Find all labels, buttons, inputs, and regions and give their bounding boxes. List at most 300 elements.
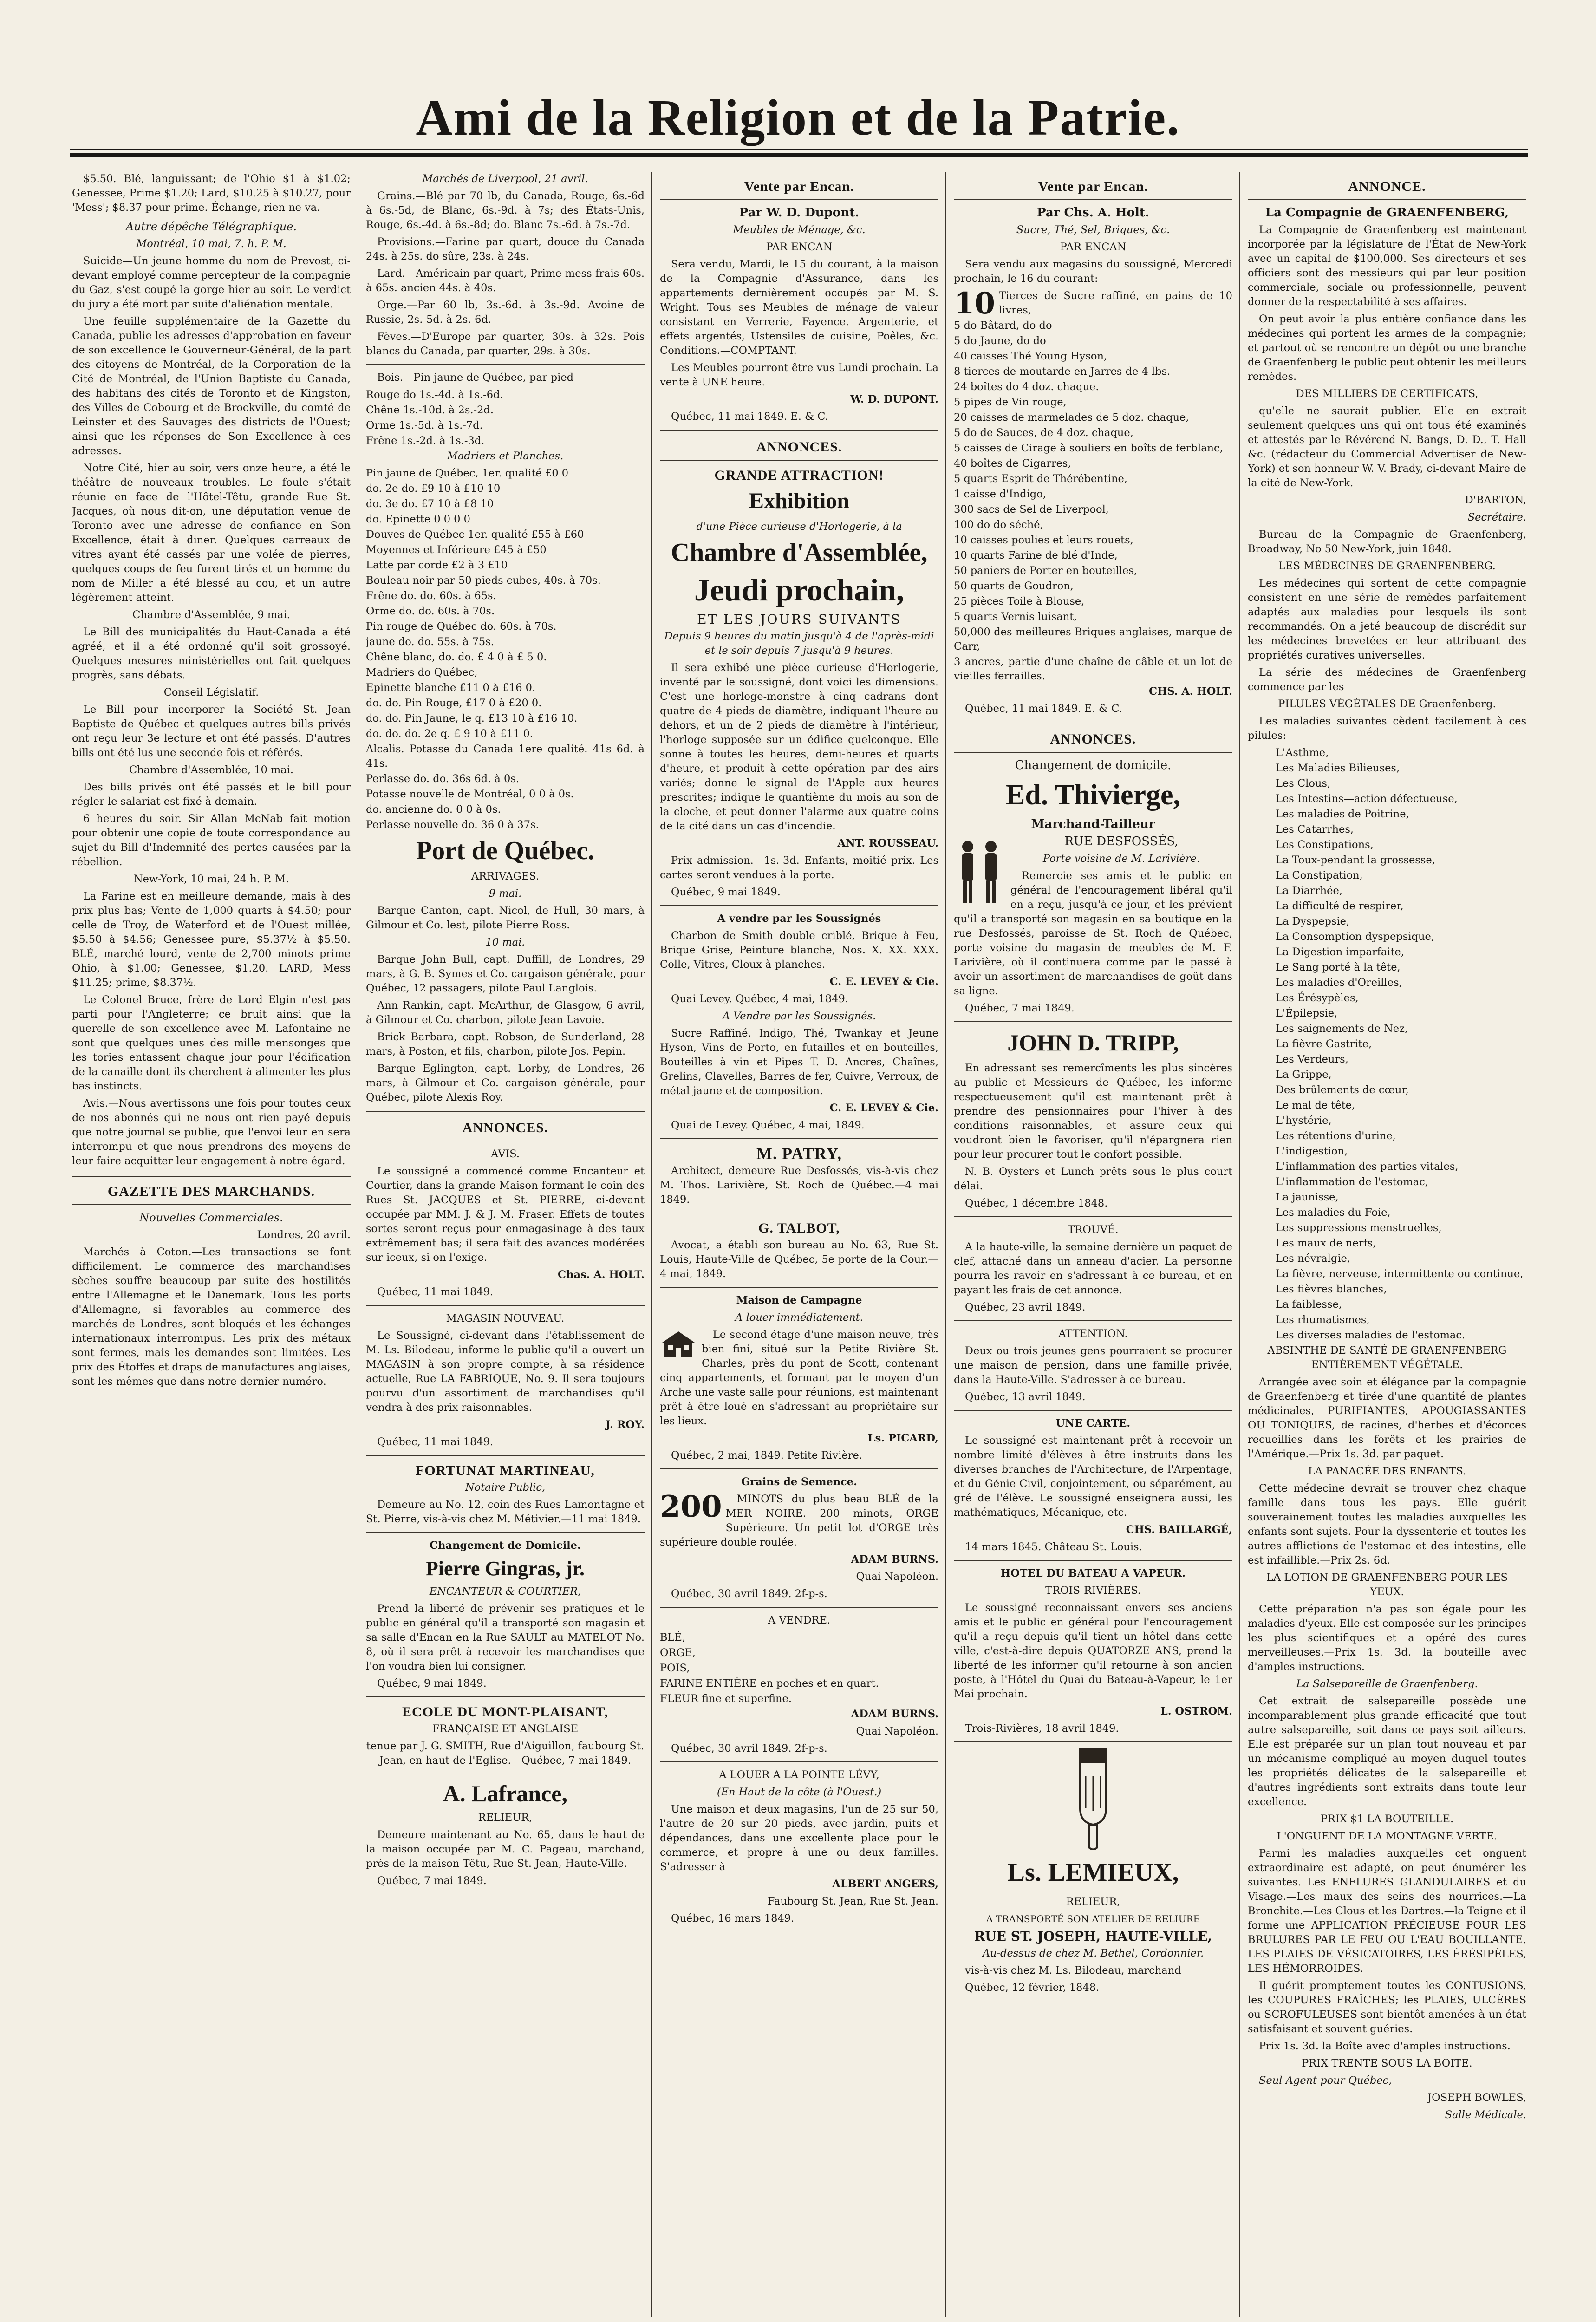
ad-signature: JOSEPH BOWLES, — [1427, 2092, 1526, 2104]
ad-body: Le soussigné reconnaissant envers ses anciens amis et le public en général pour l'encouragement qu'il a reçu depuis qu'il tient un hôtel dans cette ville, c'est-à-dire depuis QUATORZE ANS, prend la liberté de les informer qu'il retourne à son ancien poste, à l'Hôtel du Quai du Bateau-à-Vapeur, le 1er Mai prochain. — [954, 1602, 1232, 1700]
list-item: 50,000 des meilleures Briques anglaises, marque de Carr, — [954, 626, 1232, 652]
ad-subtitle: Meubles de Ménage, &c. — [733, 224, 866, 236]
ad-signature: C. E. LEVEY & Cie. — [829, 976, 938, 988]
price-row: do. 2e do. £9 10 à £10 10 — [366, 483, 501, 495]
ad-subtitle: (En Haut de la côte (à l'Ouest.) — [717, 1786, 882, 1798]
separator — [366, 1532, 645, 1533]
ad-body: Prend la liberté de prévenir ses pratiques et le public en général qu'il a transporté son magasin et sa salle d'Encan en la Rue SAULT au MATELOT No. 8, où il sera prêt à recevoir les marchandises que l'on voudra bien lui consigner. — [366, 1603, 645, 1672]
ad-date: Québec, 23 avril 1849. — [965, 1301, 1086, 1313]
list-item: Les rhumatismes, — [1276, 1314, 1370, 1326]
list-item: 25 pièces Toile à Blouse, — [954, 595, 1085, 607]
list-item: Le Sang porté à la tête, — [1276, 961, 1401, 973]
market-paragraph: $5.50. Blé, languissant; de l'Ohio $1 à $1.02; Genessee, Prime $1.20; Lard, $10.25 à $10.27, pour 'Mess'; $8.37 pour prime. Échange, rien ne va. — [72, 173, 351, 214]
list-item: 5 quarts Esprit de Thérébentine, — [954, 473, 1127, 485]
ad-subtitle: Marchand-Tailleur — [1031, 817, 1155, 831]
list-item: La Dyspepsie, — [1276, 915, 1350, 927]
list-item: 1 caisse d'Indigo, — [954, 488, 1046, 500]
ad-title: Changement de domicile. — [1015, 758, 1172, 772]
ad-body: Il sera exhibé une pièce curieuse d'Horlogerie, inventé par le soussigné, dont voici les dimensions. C'est une horloge-monstre à cinq cadrans dont quatre de 4 pieds de diamètre, indiquant l'heure au dehors, et un de 2 pieds de diamètre à l'intérieur, l'horloge supposée sur un édifice quelconque. Elle sonne à toutes les heures, demi-heures et quarts d'heure, et produit à cette opération par des airs variés; donne le signal de l'Apple aux heures prescrites; indique le quantième du mois au son de la cloche, et peut donner l'alarme aux quatre coins de la cité dans un cas d'incendie. — [660, 662, 938, 832]
ad-body: Cette médecine devrait se trouver chez chaque famille dans tous les pays. Elle guérit souverainement toutes les maladies auxquelles les enfants sont sujets. Pour la dyssenterie et toutes les autres afflictions de l'estomac et des intestins, elle est infaillible.—Prix 2s. 6d. — [1248, 1482, 1526, 1566]
article-paragraph: Barque John Bull, capt. Duffill, de Londres, 29 mars, à G. B. Symes et Co. cargaison générale, pour Québec, 12 passagers, pilote Paul Langlois. — [366, 953, 645, 994]
column-3 — [660, 172, 938, 2317]
ad-subtitle: PAR ENCAN — [1060, 241, 1127, 253]
ad-title: Par Chs. A. Holt. — [1037, 206, 1149, 220]
ad-subtitle: Au-dessus de chez M. Bethel, Cordonnier. — [982, 1947, 1204, 1959]
ad-body: Charbon de Smith double criblé, Brique à Feu, Brique Grise, Peinture blanche, Nos. X. XX. XXX. Colle, Vitres, Cloux à planches. — [660, 930, 938, 971]
section-head: ARRIVAGES. — [471, 870, 540, 882]
column-4 — [954, 172, 1232, 2317]
list-item: Les maladies de Poitrine, — [1276, 808, 1409, 820]
ad-address: RUE DESFOSSÉS, — [1064, 835, 1179, 848]
ad-date: Québec, 11 mai 1849. E. & C. — [671, 411, 828, 423]
ad-body: Sucre Raffiné. Indigo, Thé, Twankay et Jeune Hyson, Vins de Porto, en futailles et en bouteilles, Bouteilles à vin et Pipes T. D. Ancres, Chaînes, Grelins, Clavelles, Barres de fer, Cuivre, Verroux, de métal jaune et de composition. — [660, 1027, 938, 1097]
list-item: La Consomption dyspepsique, — [1276, 931, 1434, 943]
list-item: Le mal de tête, — [1276, 1099, 1355, 1111]
price-row: Pin rouge de Québec do. 60s. à 70s. — [366, 620, 557, 633]
ad-address: Faubourg St. Jean, Rue St. Jean. — [767, 1895, 938, 1907]
article-paragraph: Le Colonel Bruce, frère de Lord Elgin n'est pas parti pour l'Angleterre; ce bruit ainsi que la querelle de son excellence avec M. Lafontaine ne sont que quelques unes des mille mensonges que les tories entassent chaque jour pour l'édification de la canaille dont ils cherchent à alimenter les plus bas instincts. — [72, 994, 351, 1092]
ad-date: Québec, 13 avril 1849. — [965, 1391, 1086, 1403]
ad-price: PRIX $1 LA BOUTEILLE. — [1320, 1813, 1454, 1825]
tailor-figures-icon — [954, 836, 1005, 906]
ad-date: Québec, 11 mai 1849. — [377, 1436, 494, 1448]
section-head: Marchés de Liverpool, 21 avril. — [422, 173, 588, 185]
ad-title: La Compagnie de GRAENFENBERG, — [1265, 206, 1509, 220]
ad-date: Québec, 12 février, 1848. — [965, 1982, 1100, 1994]
list-item: ORGE, — [660, 1647, 696, 1659]
ad-body: Avocat, a établi son bureau au No. 63, Rue St. Louis, Haute-Ville de Québec, 5e porte de la Cour.—4 mai, 1849. — [660, 1239, 938, 1280]
ad-title-large: JOHN D. TRIPP, — [1007, 1030, 1179, 1056]
ad-address: RUE ST. JOSEPH, HAUTE-VILLE, — [974, 1929, 1212, 1944]
price-row: Douves de Québec 1er. qualité £55 à £60 — [366, 528, 584, 541]
list-item: Les maladies d'Oreilles, — [1276, 977, 1402, 989]
list-item: 5 do de Sauces, de 4 doz. chaque, — [954, 427, 1133, 439]
list-item: 20 caisses de marmelades de 5 doz. chaque, — [954, 411, 1189, 424]
list-item: Les suppressions menstruelles, — [1276, 1222, 1442, 1234]
list-item: Les rétentions d'urine, — [1276, 1130, 1396, 1142]
article-paragraph: Le Bill pour incorporer la Société St. Jean Baptiste de Québec et quelques autres bills privés ont reçu leur 3e lecture et ont été passés. D'autres bills ont été lus une seconde fois et référés. — [72, 704, 351, 759]
ad-signature: Chas. A. HOLT. — [558, 1269, 645, 1281]
ad-body: tenue par J. G. SMITH, Rue d'Aiguillon, faubourg St. Jean, en haut de l'Eglise.—Québec, 7 mai 1849. — [366, 1740, 645, 1767]
ad-title: FORTUNAT MARTINEAU, — [416, 1463, 595, 1478]
ad-subtitle: FRANÇAISE ET ANGLAISE — [432, 1723, 579, 1735]
ad-title: Changement de Domicile. — [430, 1539, 581, 1552]
section-title: GAZETTE DES MARCHANDS. — [107, 1184, 315, 1199]
ad-body: Demeure au No. 12, coin des Rues Lamontagne et St. Pierre, vis-à-vis chez M. Métivier.—11 mai 1849. — [366, 1499, 645, 1525]
ad-body: Cet extrait de salsepareille possède une incomparablement plus grande efficacité que tout autre salsepareille, soit dans ce pays soit ailleurs. Elle est préparée sur un plan tout nouveau et par un mécanisme compliqué au moyen duquel toutes les propriétés délicates de la salsepareille et d'autres ingrédients sont extraits dans toute leur excellence. — [1248, 1695, 1526, 1808]
list-item: Les Constipations, — [1276, 839, 1374, 851]
article-paragraph: Ann Rankin, capt. McArthur, de Glasgow, 6 avril, à Gilmour et Co. charbon, pilote Jean Lavoie. — [366, 999, 645, 1026]
ad-title: A VENDRE. — [768, 1614, 831, 1626]
ad-title: AVIS. — [490, 1148, 520, 1160]
list-item: POIS, — [660, 1662, 690, 1674]
ad-title: Maison de Campagne — [736, 1294, 862, 1306]
ad-address: Quai Napoléon. — [856, 1571, 938, 1583]
list-item: La Grippe, — [1276, 1069, 1332, 1081]
price-row: Chêne 1s.-10d. à 2s.-2d. — [366, 404, 494, 416]
ad-title: ABSINTHE DE SANTÉ DE GRAENFENBERG ENTIÈREMENT VÉGÉTALE. — [1267, 1344, 1507, 1371]
ad-price: PRIX TRENTE SOUS LA BOITE. — [1302, 2057, 1472, 2069]
list-item: L'Asthme, — [1276, 747, 1329, 759]
article-paragraph: Brick Barbara, capt. Robson, de Sunderland, 28 mars, à Poston, et fils, charbon, pilote Jos. Pepin. — [366, 1031, 645, 1057]
list-item: 100 do do séché, — [954, 519, 1043, 531]
masthead-rule — [70, 149, 1528, 150]
article-paragraph: Marchés à Coton.—Les transactions se font difficilement. Le commerce des marchandises sèches souffre beaucoup par suite des hostilités entre l'Allemagne et le Danemark. Tous les ports d'Allemagne, si favorables au commerce des marchés de Londres, sont bloqués et les échanges internationaux interrompus. Les prix des métaux sont fermes, mais les demandes sont limitées. Les prix des Étoffes et draps de manufactures anglaises, sont les mêmes que dans notre dernier numéro. — [72, 1246, 351, 1388]
ad-body: Les maladies suivantes cèdent facilement à ces pilules: — [1248, 715, 1526, 742]
price-row: Orme 1s.-5d. à 1s.-7d. — [366, 419, 483, 431]
dateline: 9 mai. — [489, 887, 522, 900]
ad-title-large: Exhibition — [749, 489, 850, 513]
ad-title: ECOLE DU MONT-PLAISANT, — [402, 1704, 608, 1720]
ad-date: Québec, 7 mai 1849. — [965, 1002, 1075, 1014]
ad-body: Le soussigné a commencé comme Encanteur et Courtier, dans la grande Maison formant le coin des Rues St. JACQUES et St. PIERRE, ci-devant occupée par MM. J. & J. M. Fraser. Effets de toutes sortes seront reçus pour enmagasinage à des taux extrêmement bas; il sera fait des avances modérées sur iceux, si on l'exige. — [366, 1165, 645, 1264]
list-item: La Digestion imparfaite, — [1276, 946, 1404, 958]
ad-body: Architect, demeure Rue Desfossés, vis-à-vis chez M. Thos. Larivière, St. Roch de Québec.—4 mai 1849. — [660, 1165, 938, 1206]
ad-subtitle: ENCANTEUR & COURTIER, — [429, 1585, 581, 1598]
price-row: Potasse nouvelle de Montréal, 0 0 à 0s. — [366, 788, 574, 800]
section-head: Conseil Législatif. — [163, 686, 259, 698]
ad-title-large: Chambre d'Assemblée, — [671, 538, 928, 567]
list-item: Les Verdeurs, — [1276, 1053, 1348, 1065]
ad-title: UNE CARTE. — [1055, 1417, 1131, 1429]
ad-body: Demeure maintenant au No. 65, dans le haut de la maison occupée par M. C. Pageau, marchand, près de la maison Têtu, Rue St. Jean, Haute-Ville. — [366, 1829, 645, 1870]
masthead-rule-thick — [70, 153, 1528, 157]
ad-title: TROUVÉ. — [1068, 1224, 1119, 1236]
product-list — [660, 1631, 938, 1706]
ad-title: PILULES VÉGÉTALES DE Graenfenberg. — [1278, 698, 1496, 710]
telegraph-title: Autre dépêche Télégraphique. — [125, 220, 297, 233]
separator — [660, 1287, 938, 1288]
price-row: Perlasse do. do. 36s 6d. à 0s. — [366, 773, 520, 785]
ad-body: Une maison et deux magasins, l'un de 25 sur 50, l'autre de 20 sur 20 pieds, avec jardin, puits et dépendances, dans une excellente place pour le commerce, et propre à une ou deux familles. S'adresser à — [660, 1803, 938, 1873]
ad-title: LA LOTION DE GRAENFENBERG POUR LES YEUX. — [1266, 1572, 1508, 1598]
price-row: do. do. Pin Jaune, le q. £13 10 à £16 10. — [366, 712, 578, 724]
separator — [660, 460, 938, 461]
ad-signature: CHS. A. HOLT. — [1149, 685, 1232, 698]
price-row: do. do. do. 2e q. £ 9 10 à £11 0. — [366, 728, 533, 740]
section-title: Vente par Encan. — [744, 179, 854, 194]
ad-big-number: 10 — [954, 286, 996, 321]
ad-subtitle: d'une Pièce curieuse d'Horlogerie, à la — [696, 521, 902, 533]
price-row: Madriers do Québec, — [366, 666, 478, 678]
price-row: Moyennes et Inférieure £45 à £50 — [366, 544, 547, 556]
ad-signature: ADAM BURNS. — [851, 1553, 938, 1565]
separator — [72, 1175, 351, 1177]
dateline: Londres, 20 avril. — [257, 1229, 351, 1241]
ad-body: A la haute-ville, la semaine dernière un paquet de clef, attaché dans un anneau d'acier. La personne pourra les ravoir en s'adressant à ce bureau, et en payant les frais de cet annonce. — [954, 1241, 1232, 1296]
article-paragraph: Barque Eglington, capt. Lorby, de Londres, 26 mars, à Gilmour et Co. cargaison générale, pour Québec, pilote Alexis Roy. — [366, 1063, 645, 1103]
price-row: Frêne 1s.-2d. à 1s.-3d. — [366, 435, 485, 447]
section-head: Chambre d'Assemblée, 10 mai. — [129, 764, 294, 776]
separator — [1248, 199, 1526, 200]
ad-title: LA PANACÉE DES ENFANTS. — [1308, 1465, 1466, 1477]
dateline: 10 mai. — [485, 936, 525, 948]
ad-date: Québec, 9 mai 1849. — [377, 1677, 487, 1689]
separator — [660, 1761, 938, 1762]
ad-subtitle: PAR ENCAN — [766, 241, 833, 253]
port-title: Port de Québec. — [416, 836, 595, 865]
ad-signature: L. OSTROM. — [1160, 1705, 1232, 1717]
ad-body: Cette préparation n'a pas son égale pour les maladies d'yeux. Elle est composée sur les principes les plus scientifiques et a opéré des cures merveilleuses.—Prix 1s. 3d. la bouteille avec d'amples instructions. — [1248, 1603, 1526, 1673]
ad-date: Québec, 11 mai 1849. E. & C. — [965, 703, 1122, 715]
ad-body: Parmi les maladies auxquelles cet onguent extraordinaire est adapté, on peut énumérer les suivantes. Les ENFLURES GLANDULAIRES et du Visage.—Les maux des seins des nourrices.—La Bronchite.—Les Clous et les Dartres.—la Teigne et il forme une APPLICATION PRÉCIEUSE POUR LES BRULURES PAR LE FEU OU L'EAU BOUILLANTE. LES PLAIES DE VÉSICATOIRES, LES ÉRÉSIPÈLES, LES HÉMORROIDES. — [1248, 1847, 1526, 1975]
article-paragraph: Avis.—Nous avertissons une fois pour toutes ceux de nos abonnés qui ne nous ont rien payé depuis que notre journal se publie, que l'envoi leur en sera interrompu et que nous prendrons des moyens de leur faire acquitter leur engagement à notre égard. — [72, 1097, 351, 1167]
list-item: 40 boîtes de Cigarres, — [954, 457, 1071, 470]
list-item: L'hystérie, — [1276, 1115, 1332, 1127]
ad-title: L'ONGUENT DE LA MONTAGNE VERTE. — [1277, 1830, 1498, 1842]
section-title: ANNONCE. — [1348, 179, 1426, 194]
list-item: La faiblesse, — [1276, 1298, 1342, 1311]
ad-title: Par W. D. Dupont. — [739, 206, 860, 220]
ad-body: En adressant ses remercîments les plus sincères au public et Messieurs de Québec, les informe respectueusement qu'il est maintenant prêt à prendre des pensionnaires pour l'hiver à des conditions raisonnables, et assure ceux qui voudront bien le favoriser, qu'il n'épargnera rien pour leur procurer tout le confort possible. — [954, 1062, 1232, 1161]
price-row: do. Epinette 0 0 0 0 — [366, 513, 470, 525]
separator — [954, 1410, 1232, 1411]
separator — [954, 1021, 1232, 1022]
ad-signature: J. ROY. — [606, 1419, 645, 1431]
ad-title: A vendre par les Soussignés — [717, 913, 881, 925]
list-item: 3 ancres, partie d'une chaîne de câble et un lot de vieilles ferrailles. — [954, 656, 1232, 682]
list-item: Les fièvres blanches, — [1276, 1283, 1387, 1295]
ad-title: G. TALBOT, — [758, 1220, 840, 1236]
ad-title: Grains de Semence. — [741, 1476, 857, 1488]
ad-body: Prix 1s. 3d. la Boîte avec d'amples instructions. — [1259, 2040, 1511, 2052]
columns-container — [72, 172, 1525, 2317]
ad-body: La série des médecines de Graenfenberg commence par les — [1248, 666, 1526, 693]
list-item: L'indigestion, — [1276, 1145, 1348, 1157]
ad-date: Québec, 16 mars 1849. — [671, 1912, 795, 1924]
separator — [954, 1320, 1232, 1321]
article-paragraph: Le Bill des municipalités du Haut-Canada a été agréé, et il a été ordonné qu'il soit grossoyé. Quelques mesures ministérielles ont fait quelques progrès, sans débats. — [72, 626, 351, 681]
list-item: Les Érésypèles, — [1276, 992, 1359, 1004]
list-item: La fièvre, nerveuse, intermittente ou continue, — [1276, 1268, 1524, 1280]
ad-title-huge: Jeudi prochain, — [694, 572, 905, 607]
ad-title-large: A. Lafrance, — [443, 1781, 567, 1807]
ad-title-large: Pierre Gingras, jr. — [425, 1557, 585, 1580]
list-item: 50 quarts de Goudron, — [954, 580, 1074, 592]
ad-body: vis-à-vis chez M. Ls. Bilodeau, marchand — [965, 1964, 1181, 1976]
column-5 — [1248, 172, 1526, 2317]
ad-signature: W. D. DUPONT. — [850, 393, 938, 405]
separator — [954, 1560, 1232, 1561]
ad-body: Prix admission.—1s.-3d. Enfants, moitié prix. Les cartes seront vendues à la porte. — [660, 854, 938, 881]
ad-date: Québec, 7 mai 1849. — [377, 1875, 487, 1887]
list-item: Les Maladies Bilieuses, — [1276, 762, 1400, 774]
price-row: Bouleau noir par 50 pieds cubes, 40s. à 70s. — [366, 574, 601, 587]
pointing-hand-icon — [1065, 1748, 1121, 1850]
market-paragraph: Fèves.—D'Europe par quarter, 30s. à 32s. Pois blancs du Canada, par quarter, 29s. à 30s. — [366, 331, 645, 357]
ad-signature: ADAM BURNS. — [851, 1708, 938, 1720]
separator — [660, 1138, 938, 1139]
list-item: FLEUR fine et superfine. — [660, 1693, 792, 1705]
ad-date: Québec, 1 décembre 1848. — [965, 1197, 1108, 1209]
list-item: 8 tierces de moutarde en Jarres de 4 lbs. — [954, 365, 1171, 378]
separator — [366, 364, 645, 365]
list-item: 40 caisses Thé Young Hyson, — [954, 350, 1107, 362]
market-paragraph: Grains.—Blé par 70 lb, du Canada, Rouge, 6s.-6d à 6s.-5d, de Blanc, 6s.-9d. à 7s; des États-Unis, Rouge, 6s.-4d. à 6s.-8d; do. Blanc 7s.-6d. à 7s.-7d. — [366, 190, 645, 231]
ailments-list — [1248, 746, 1526, 1343]
price-row: Rouge do 1s.-4d. à 1s.-6d. — [366, 389, 503, 401]
ad-date: Québec, 30 avril 1849. 2f-p-s. — [671, 1742, 827, 1755]
price-row: Epinette blanche £11 0 à £16 0. — [366, 682, 536, 694]
article-paragraph: Suicide—Un jeune homme du nom de Prevost, ci-devant employé comme percepteur de la compagnie du Gaz, s'est coupé la gorge hier au soir. Le verdict du jury a été mort par suite d'aliénation mentale. — [72, 255, 351, 310]
house-icon — [660, 1330, 697, 1357]
ad-body: Sera vendu aux magasins du soussigné, Mercredi prochain, le 16 du courant: — [954, 258, 1232, 285]
list-item: 5 do Jaune, do do — [954, 335, 1046, 347]
list-item: La jaunisse, — [1276, 1191, 1339, 1203]
market-paragraph: Provisions.—Farine par quart, douce du Canada 24s. à 25s. do sûre, 23s. à 24s. — [366, 236, 645, 262]
ad-signature: Salle Médicale. — [1445, 2109, 1526, 2121]
ad-subtitle: Depuis 9 heures du matin jusqu'à 4 de l'après-midi et le soir depuis 7 jusqu'à 9 heures. — [664, 630, 934, 657]
ad-signature: D'BARTON, — [1465, 494, 1526, 506]
separator — [660, 905, 938, 906]
ad-body: On peut avoir la plus entière confiance dans les médecines qui portent les armes de la compagnie; et partout où se rencontre un dépôt ou une branche de Graenfenberg le public peut obtenir les meilleurs remèdes. — [1248, 313, 1526, 383]
list-item: L'Épilepsie, — [1276, 1007, 1338, 1019]
separator — [366, 1111, 645, 1113]
list-item: La Diarrhée, — [1276, 885, 1342, 897]
ad-subtitle: TROIS-RIVIÈRES. — [1045, 1585, 1141, 1597]
column-1 — [72, 172, 351, 2317]
ad-body: Les médecines qui sortent de cette compagnie consistent en une série de remèdes parfaitement adaptés aux maladies pour lesquels ils sont recommandés. On a jeté beaucoup de discrédit sur les médecines brevetées en leur attribuant des propriétés curatives universelles. — [1248, 577, 1526, 661]
list-item: 300 sacs de Sel de Liverpool, — [954, 503, 1109, 515]
ad-signature: Secrétaire. — [1467, 511, 1526, 523]
article-paragraph: 6 heures du soir. Sir Allan McNab fait motion pour obtenir une copie de toute correspondance au sujet du Bill d'Indemnité des pertes causées par la rébellion. — [72, 813, 351, 868]
list-item: Les Clous, — [1276, 777, 1331, 789]
separator — [366, 1696, 645, 1697]
article-paragraph: Des bills privés ont été passés et le bill pour régler le salariat est fixé à demain. — [72, 781, 351, 808]
list-item: 24 boîtes do 4 doz. chaque. — [954, 381, 1099, 393]
section-title: ANNONCES. — [756, 439, 842, 455]
price-row: Alcalis. Potasse du Canada 1ere qualité. 41s 6d. à 41s. — [366, 743, 645, 770]
dateline: Montréal, 10 mai, 7. h. P. M. — [136, 238, 287, 250]
list-item: 5 do Bâtard, do do — [954, 320, 1052, 332]
ad-title: GRANDE ATTRACTION! — [714, 468, 884, 483]
ad-body: Bureau de la Compagnie de Graenfenberg, Broadway, No 50 New-York, juin 1848. — [1248, 528, 1526, 555]
list-item: La Toux-pendant la grossesse, — [1276, 854, 1435, 866]
ad-date: Québec, 11 mai 1849. — [377, 1286, 494, 1298]
list-item: Les saignements de Nez, — [1276, 1023, 1408, 1035]
separator — [72, 1204, 351, 1205]
ad-big-number: 200 — [660, 1489, 722, 1524]
ad-date: 14 mars 1845. Château St. Louis. — [965, 1541, 1142, 1553]
list-item: 5 quarts Vernis luisant, — [954, 611, 1077, 623]
ad-body: Arrangée avec soin et élégance par la compagnie de Graenfenberg et tirée d'une quantité de plantes médicinales, PURIFIANTES, APOUGIASSANTES OU TONIQUES, de racines, d'herbes et d'écorces recueillies dans les forêts et les prairies de l'Amérique.—Prix 1s. 3d. par paquet. — [1248, 1376, 1526, 1460]
ad-signature: ALBERT ANGERS, — [832, 1878, 938, 1890]
separator — [954, 723, 1232, 724]
ad-signature: CHS. BAILLARGÉ, — [1126, 1524, 1232, 1536]
section-subtitle: Nouvelles Commerciales. — [139, 1211, 283, 1224]
ad-date: Quai Levey. Québec, 4 mai, 1849. — [671, 993, 849, 1005]
list-item: La fièvre Gastrite, — [1276, 1038, 1372, 1050]
price-row: Latte par corde £2 à 3 £10 — [366, 559, 508, 571]
price-row: Orme do. do. 60s. à 70s. — [366, 605, 495, 617]
dateline: New-York, 10 mai, 24 h. P. M. — [133, 873, 289, 885]
ad-subtitle: Notaire Public, — [465, 1481, 546, 1494]
separator — [660, 1468, 938, 1469]
separator — [660, 1607, 938, 1608]
price-list — [366, 388, 645, 448]
ad-title: ATTENTION. — [1058, 1328, 1128, 1340]
ad-signature: C. E. LEVEY & Cie. — [829, 1102, 938, 1114]
price-row: Perlasse nouvelle do. 36 0 à 37s. — [366, 819, 539, 831]
ad-date: Québec, 2 mai, 1849. Petite Rivière. — [671, 1449, 862, 1461]
ad-title: HOTEL DU BATEAU A VAPEUR. — [1000, 1567, 1186, 1579]
ad-signature: Ls. PICARD, — [867, 1432, 938, 1444]
price-row: Pin jaune de Québec, 1er. qualité £0 0 — [366, 467, 569, 479]
ad-body: Deux ou trois jeunes gens pourraient se procurer une maison de pension, dans une famille privée, dans la Haute-Ville. S'adresser à ce bureau. — [954, 1345, 1232, 1386]
ad-date: Trois-Rivières, 18 avril 1849. — [965, 1722, 1119, 1735]
ad-title: MAGASIN NOUVEAU. — [446, 1312, 565, 1324]
list-item: La Constipation, — [1276, 869, 1363, 881]
separator — [954, 752, 1232, 753]
ad-subtitle: RELIEUR, — [1066, 1896, 1120, 1908]
ad-title: A Vendre par les Soussignés. — [722, 1010, 876, 1022]
ad-body: MINOTS du plus beau BLÉ de la MER NOIRE. 200 minots, ORGE Supérieure. Un petit lot d'ORGE très supérieure double roulée. — [660, 1493, 938, 1548]
list-item: L'inflammation des parties vitales, — [1276, 1161, 1459, 1173]
ad-date: Québec, 9 mai 1849. — [671, 886, 781, 898]
article-paragraph: Barque Canton, capt. Nicol, de Hull, 30 mars, à Gilmour et Co. lest, pilote Pierre Ross. — [366, 905, 645, 931]
auction-list — [954, 286, 1232, 684]
list-item: La difficulté de respirer, — [1276, 900, 1404, 912]
section-title: Vente par Encan. — [1038, 179, 1148, 194]
ad-body: Les Meubles pourront être vus Lundi prochain. La vente à UNE heure. — [660, 362, 938, 388]
list-item: Les Catarrhes, — [1276, 823, 1354, 835]
ad-title: DES MILLIERS DE CERTIFICATS, — [1296, 388, 1479, 400]
list-item: Les diverses maladies de l'estomac. — [1276, 1329, 1466, 1341]
ad-subtitle: A TRANSPORTÉ SON ATELIER DE RELIURE — [986, 1913, 1200, 1924]
market-paragraph: Bois.—Pin jaune de Québec, par pied — [377, 372, 574, 384]
section-title: ANNONCES. — [1050, 731, 1136, 747]
price-row: do. do. Pin Rouge, £17 0 à £20 0. — [366, 697, 542, 709]
ad-title: LES MÉDECINES DE GRAENFENBERG. — [1278, 560, 1496, 572]
ad-signature: ANT. ROUSSEAU. — [837, 837, 938, 849]
ad-body: Sera vendu, Mardi, le 15 du courant, à la maison de la Compagnie d'Assurance, dans les appartements dernièrement occupés par M. S. Wright. Tous ses Meubles de ménage de valeur consistant en Verrerie, Fayence, Argenterie, et effets argentés, Ustensiles de cuisine, Poêles, &c. Conditions.—COMPTANT. — [660, 258, 938, 357]
separator — [366, 1305, 645, 1306]
article-paragraph: Une feuille supplémentaire de la Gazette du Canada, publie les adresses d'approbation en faveur de son excellence le Gouverneur-Général, de la part des citoyens de Montréal, de la Corporation de la Cité de Montréal, de l'Union Baptiste du Canada, des habitans des cités de Toronto et de Kingston, des Villes de Cobourg et de Brockville, du comté de Leinster et des Sauvages des districts de l'Ouest; ainsi que les réponses de Son Excellence à ces adresses. — [72, 315, 351, 457]
list-item: Les maux de nerfs, — [1276, 1237, 1376, 1249]
list-item: Les Intestins—action défectueuse, — [1276, 793, 1458, 805]
ad-subtitle: A louer immédiatement. — [735, 1311, 863, 1324]
ad-body: Le second étage d'une maison neuve, très bien fini, situé sur la Petite Rivière St. Charles, près du pont de Scott, contenant cinq appartements, et formant par le moyen d'un Arche une vaste salle pour réunions, est maintenant prêt à être loué en s'adressant au propriétaire sur les lieux. — [660, 1329, 938, 1427]
ad-body: Seul Agent pour Québec, — [1259, 2074, 1392, 2087]
ad-title-huge: Ls. LEMIEUX, — [1007, 1858, 1179, 1887]
ad-body: Il guérit promptement toutes les CONTUSIONS, les COUPURES FRAÎCHES; les PLAIES, ULCÈRES ou SCROFULEUSES sont bientôt amenées à un état satisfaisant et souvent guéries. — [1248, 1980, 1526, 2035]
price-list — [366, 466, 645, 832]
section-head: Madriers et Planches. — [447, 450, 564, 462]
article-paragraph: La Farine est en meilleure demande, mais à des prix plus bas; Vente de 1,000 quarts à $4.50; pour celle de Troy, de Waterford et de l'Ouest millée, $5.50 à $4.56; Genessee pure, $5.37½ à $5.50. BLÉ, marché lourd, vente de 2,700 minots prime Ohio, à $1.00; Genessee, $1.20. LARD, Mess $11.25; prime, $8.37½. — [72, 890, 351, 989]
ad-title: A LOUER A LA POINTE LÉVY, — [719, 1769, 879, 1781]
list-item: 5 caisses de Cirage à souliers en boîts de ferblanc, — [954, 442, 1223, 454]
list-item: FARINE ENTIÈRE en poches et en quart. — [660, 1677, 879, 1689]
list-item: 5 pipes de Vin rouge, — [954, 396, 1067, 408]
masthead-title: Ami de la Religion et de la Patrie. — [416, 89, 1180, 146]
ad-title: La Salsepareille de Graenfenberg. — [1296, 1678, 1478, 1690]
article-paragraph: Notre Cité, hier au soir, vers onze heure, a été le théâtre de nouveaux troubles. Le foule s'était réunie en face de l'Hôtel-Têtu, grande Rue St. Jacques, où nous dit-on, une députation venue de Toronto avec une adresse de confiance en Son Excellence, était à diner. Quelques carreaux de vitres ayant été cassés par une volée de pierres, quelques coups de feu furent tirés et un homme du nom de Miller a été blessé au cou, et un autre légèrement atteint. — [72, 462, 351, 604]
ad-address: Quai Napoléon. — [856, 1725, 938, 1737]
separator — [660, 430, 938, 432]
list-item: Les maladies du Foie, — [1276, 1207, 1391, 1219]
column-2 — [366, 172, 645, 2317]
price-row: do. ancienne do. 0 0 à 0s. — [366, 803, 501, 815]
ad-title: M. PATRY, — [756, 1144, 842, 1163]
section-title: ANNONCES. — [462, 1120, 548, 1135]
ad-body: qu'elle ne saurait publier. Elle en extrait seulement quelques uns qui ont tous été examinés et attestés par le Révérend N. Bangs, D. D., T. Hall &c. (rédacteur du Commercial Advertiser de New-York) et son honneur W. V. Brady, ci-devant Maire de la cité de New-York. — [1248, 405, 1526, 489]
ad-body: Remercie ses amis et le public en général de l'encouragement libéral qu'il en a reçu, jusqu'à ce jour, et les prévient qu'il a transporté son magasin en sa boutique en la rue Desfossés, paroisse de St. Roch de Québec, porte voisine du magasin de meubles de M. F. Larivière, où il continuera comme par le passé à avoir un assortiment de marchandises de goût dans sa ligne. — [954, 870, 1232, 997]
separator — [660, 199, 938, 200]
list-item: 10 quarts Farine de blé d'Inde, — [954, 549, 1118, 561]
price-row: Chêne blanc, do. do. £ 4 0 à £ 5 0. — [366, 651, 547, 663]
list-item: 10 caisses poulies et leurs rouets, — [954, 534, 1133, 546]
separator — [954, 199, 1232, 200]
